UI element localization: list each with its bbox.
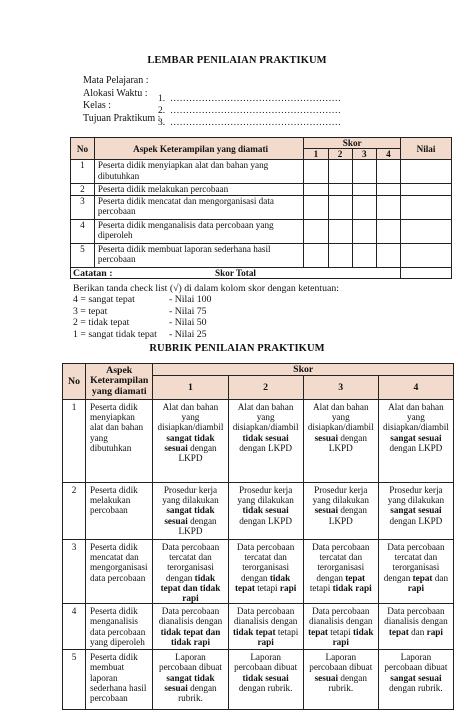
criterion-emphasis: tidak tepat — [232, 626, 276, 637]
criterion-emphasis: sesuai — [314, 432, 339, 443]
field-kelas: Kelas : — [83, 100, 112, 111]
header-skor-1: 1 — [304, 149, 328, 160]
criterion-emphasis: sangat sesuai — [390, 672, 442, 683]
criterion-emphasis: sesuai — [314, 672, 339, 683]
criterion-text: Prosedur kerja yang dilakukan — [162, 485, 219, 506]
lembar-title: LEMBAR PENILAIAN PRAKTIKUM — [147, 55, 327, 66]
criterion-text: Alat dan bahan yang disiapkan/diambil — [382, 402, 449, 433]
criterion-text: Laporan percobaan dibuat — [234, 652, 298, 673]
rubric-criterion-cell — [228, 540, 303, 604]
criterion-emphasis: rapi — [257, 636, 274, 647]
criterion-text: Laporan percobaan dibuat — [158, 652, 222, 673]
row-number: 5 — [71, 243, 95, 267]
criterion-emphasis: rapi — [279, 582, 297, 593]
criterion-emphasis: tidak rapi — [332, 626, 374, 647]
rubric-criterion-cell — [303, 400, 378, 483]
row-number: 4 — [71, 219, 95, 243]
header-skor: Skor — [304, 138, 401, 149]
rubric-header-skor-4: 4 — [378, 376, 453, 400]
score-check-cell[interactable] — [376, 219, 400, 243]
rubric-row-number: 1 — [63, 400, 86, 483]
row-aspek: Peserta didik melakukan percobaan — [94, 184, 303, 196]
criterion-text: Data percobaan tercatat dan terorganisasi dengan — [161, 542, 220, 583]
rubric-row-number: 4 — [63, 604, 86, 650]
rubric-aspek: Peserta didik menyiapkan alat dan bahan yang dibutuhkan — [86, 400, 153, 483]
skor-total-value[interactable] — [401, 267, 452, 278]
score-check-cell[interactable] — [328, 160, 352, 184]
criterion-text: dengan rubrik. — [178, 682, 217, 704]
criterion-emphasis: tidak sesuai — [242, 672, 289, 683]
criterion-text: tetapi — [327, 626, 353, 637]
score-check-cell[interactable] — [328, 184, 352, 196]
header-no: No — [71, 138, 95, 160]
rubric-header-skor: Skor — [153, 364, 454, 376]
header-aspek: Aspek Keterampilan yang diamati — [94, 138, 303, 160]
criterion-emphasis: rapi — [426, 626, 443, 637]
header-skor-4: 4 — [376, 149, 400, 160]
rubric-row — [63, 540, 454, 604]
rubric-criterion-cell — [303, 650, 378, 710]
criterion-text: dengan LKPD — [178, 442, 217, 464]
row-number: 2 — [71, 184, 95, 196]
rubric-row — [63, 650, 454, 710]
criterion-text: dengan LKPD — [239, 442, 293, 453]
score-check-cell[interactable] — [328, 243, 352, 267]
rubric-criterion-cell — [153, 650, 228, 710]
criterion-text: Laporan percobaan dibuat — [309, 652, 373, 673]
rubric-header-skor-1: 1 — [153, 376, 228, 400]
criterion-emphasis: sangat sesuai — [390, 432, 442, 443]
tujuan-item: 1. ……………………………………………… — [158, 94, 341, 104]
nilai-cell[interactable] — [401, 160, 452, 184]
criterion-text: Prosedur kerja yang dilakukan — [387, 485, 445, 506]
rubric-criterion-cell — [228, 400, 303, 483]
catatan-instruction: Berikan tanda check list (√) di dalam kolom skor dengan ketentuan: — [73, 282, 340, 294]
tujuan-item: 2. ……………………………………………… — [158, 106, 341, 116]
criterion-text: tetapi — [275, 626, 299, 637]
rubric-criterion-cell — [153, 540, 228, 604]
rubric-criterion-cell — [378, 540, 453, 604]
rubric-row-number: 5 — [63, 650, 86, 710]
header-skor-3: 3 — [352, 149, 376, 160]
score-check-cell[interactable] — [352, 184, 376, 196]
criterion-emphasis: tidak rapi — [332, 582, 372, 593]
rubric-aspek: Peserta didik menganalisis data percobaan yang diperoleh — [86, 604, 153, 650]
criterion-emphasis: tidak tepat dan tidak rapi — [160, 626, 221, 647]
criterion-text: dan — [408, 626, 427, 637]
field-mata-pelajaran: Mata Pelajaran : — [83, 75, 149, 86]
rubric-criterion-cell — [378, 400, 453, 483]
score-check-cell[interactable] — [376, 195, 400, 219]
criterion-emphasis: sangat sesuai — [390, 505, 442, 516]
table-row — [71, 184, 452, 196]
rubric-criterion-cell — [303, 540, 378, 604]
criterion-text: dengan LKPD — [328, 432, 367, 453]
assessment-table — [70, 137, 452, 279]
criterion-text: dengan rubrik. — [389, 682, 443, 693]
score-check-cell[interactable] — [352, 195, 376, 219]
criterion-text: Data percobaan dianalisis dengan — [308, 606, 373, 627]
criterion-emphasis: sangat tidak sesuai — [164, 432, 215, 453]
score-check-cell[interactable] — [304, 160, 328, 184]
score-check-cell[interactable] — [376, 184, 400, 196]
row-number: 1 — [71, 160, 95, 184]
row-aspek: Peserta didik menyiapkan alat dan bahan yang dibutuhkan — [94, 160, 303, 184]
field-tujuan-praktikum: Tujuan Praktikum : — [83, 112, 161, 124]
criterion-text: dengan LKPD — [389, 515, 443, 526]
rubric-row — [63, 604, 454, 650]
criterion-emphasis: tepat — [308, 626, 328, 637]
form-fields — [83, 75, 160, 125]
criterion-emphasis: rapi — [407, 582, 425, 593]
criterion-text: Data percobaan tercatat dan terorganisasi dengan — [236, 542, 295, 583]
table-row — [71, 219, 452, 243]
rubric-row — [63, 400, 454, 483]
rubric-criterion-cell — [153, 400, 228, 483]
score-check-cell[interactable] — [304, 243, 328, 267]
score-check-cell[interactable] — [328, 195, 352, 219]
criterion-emphasis: sangat tidak sesuai — [164, 505, 215, 526]
criterion-emphasis: tidak sesuai — [242, 432, 289, 443]
header-nilai: Nilai — [401, 138, 452, 160]
criterion-text: Data percobaan tercatat dan terorganisasi dengan — [383, 542, 445, 583]
table-row — [71, 195, 452, 219]
criterion-text: Prosedur kerja yang dilakukan — [237, 485, 294, 506]
rubric-criterion-cell — [378, 604, 453, 650]
rubric-criterion-cell — [228, 604, 303, 650]
criterion-emphasis: tidak tepat dan tidak rapi — [160, 572, 221, 604]
rubric-criterion-cell — [378, 483, 453, 540]
criterion-emphasis: sangat tidak sesuai — [164, 672, 215, 693]
criterion-text: tetapi — [254, 582, 280, 593]
scale-item: 2 = tidak tepat - Nilai 50 — [73, 317, 207, 328]
criterion-text: Alat dan bahan yang disiapkan/diambil — [307, 402, 374, 433]
table-row — [71, 243, 452, 267]
table-row — [71, 160, 452, 184]
criterion-text: dengan rubrik. — [328, 672, 367, 693]
criterion-text: Data percobaan dianalisis dengan — [233, 606, 298, 627]
rubric-header-no: No — [63, 364, 86, 400]
row-number: 3 — [71, 195, 95, 219]
criterion-emphasis: tepat — [412, 572, 433, 583]
scale-item: 4 = sangat tepat - Nilai 100 — [73, 294, 212, 305]
criterion-text: Data percobaan dianalisis dengan — [158, 606, 223, 627]
scale-item: 3 = tepat - Nilai 75 — [73, 305, 207, 317]
criterion-text: Data percobaan dianalisis dengan — [384, 606, 448, 627]
criterion-text: Alat dan bahan yang disiapkan/diambil — [232, 402, 299, 433]
criterion-emphasis: tidak sesuai — [242, 505, 289, 516]
criterion-emphasis: tepat — [388, 626, 409, 637]
criterion-emphasis: sesuai — [314, 505, 339, 516]
rubric-table — [62, 363, 454, 710]
header-skor-2: 2 — [328, 149, 352, 160]
rubric-aspek: Peserta didik melakukan percobaan — [86, 483, 153, 540]
criterion-emphasis: tepat — [345, 572, 366, 583]
rubric-header-aspek: Aspek Keterampilan yang diamati — [86, 364, 153, 400]
nilai-cell[interactable] — [401, 184, 452, 196]
skor-total-label: Skor Total — [71, 267, 401, 278]
rubric-aspek: Peserta didik mencatat dan mengorganisasi data percobaan — [86, 540, 153, 604]
rubric-header-skor-3: 3 — [303, 376, 378, 400]
row-aspek: Peserta didik mencatat dan mengorganisasi data percobaan — [94, 195, 303, 219]
rubric-criterion-cell — [378, 650, 453, 710]
criterion-text: tetapi — [309, 582, 333, 593]
row-aspek: Peserta didik membuat laporan sederhana hasil percobaan — [94, 243, 303, 267]
score-check-cell[interactable] — [376, 243, 400, 267]
rubric-aspek: Peserta didik membuat laporan sederhana hasil percobaan — [86, 650, 153, 710]
rubric-row-number: 2 — [63, 483, 86, 540]
rubric-criterion-cell — [303, 604, 378, 650]
scale-item: 1 = sangat tidak tepat - Nilai 25 — [73, 328, 207, 340]
score-check-cell[interactable] — [352, 243, 376, 267]
tujuan-list — [158, 93, 341, 129]
criterion-text: dengan LKPD — [239, 515, 293, 526]
catatan-section — [73, 268, 339, 340]
tujuan-item: 3. ……………………………………………… — [158, 118, 341, 128]
score-check-cell[interactable] — [352, 160, 376, 184]
criterion-text: dengan LKPD — [178, 515, 217, 536]
rubric-criterion-cell — [303, 483, 378, 540]
criterion-text: Laporan percobaan dibuat — [384, 652, 448, 673]
rubric-criterion-cell — [153, 604, 228, 650]
row-aspek: Peserta didik menganalisis data percobaan yang diperoleh — [94, 219, 303, 243]
field-alokasi-waktu: Alokasi Waktu : — [83, 87, 148, 99]
score-check-cell[interactable] — [304, 219, 328, 243]
criterion-text: Data percobaan tercatat dan terorganisasi dengan — [312, 542, 370, 583]
rubrik-title: RUBRIK PENILAIAN PRAKTIKUM — [149, 343, 325, 354]
score-check-cell[interactable] — [304, 195, 328, 219]
criterion-text: dengan LKPD — [389, 442, 443, 453]
rubric-row-number: 3 — [63, 540, 86, 604]
nilai-cell[interactable] — [401, 195, 452, 219]
nilai-cell[interactable] — [401, 243, 452, 267]
score-check-cell[interactable] — [376, 160, 400, 184]
criterion-text: dan — [432, 572, 449, 583]
score-check-cell[interactable] — [304, 184, 328, 196]
rubric-criterion-cell — [228, 483, 303, 540]
score-check-cell[interactable] — [328, 219, 352, 243]
criterion-text: Prosedur kerja yang dilakukan — [312, 485, 369, 506]
rubric-row — [63, 483, 454, 540]
rubric-criterion-cell — [228, 650, 303, 710]
criterion-emphasis: tidak tepat — [234, 572, 291, 593]
nilai-cell[interactable] — [401, 219, 452, 243]
criterion-text: Alat dan bahan yang disiapkan/diambil — [157, 402, 224, 433]
criterion-text: dengan rubrik. — [238, 682, 293, 693]
rubric-criterion-cell — [153, 483, 228, 540]
score-check-cell[interactable] — [352, 219, 376, 243]
rubric-header-skor-2: 2 — [228, 376, 303, 400]
criterion-text: dengan LKPD — [328, 505, 367, 526]
catatan-heading: Catatan : — [73, 268, 113, 279]
